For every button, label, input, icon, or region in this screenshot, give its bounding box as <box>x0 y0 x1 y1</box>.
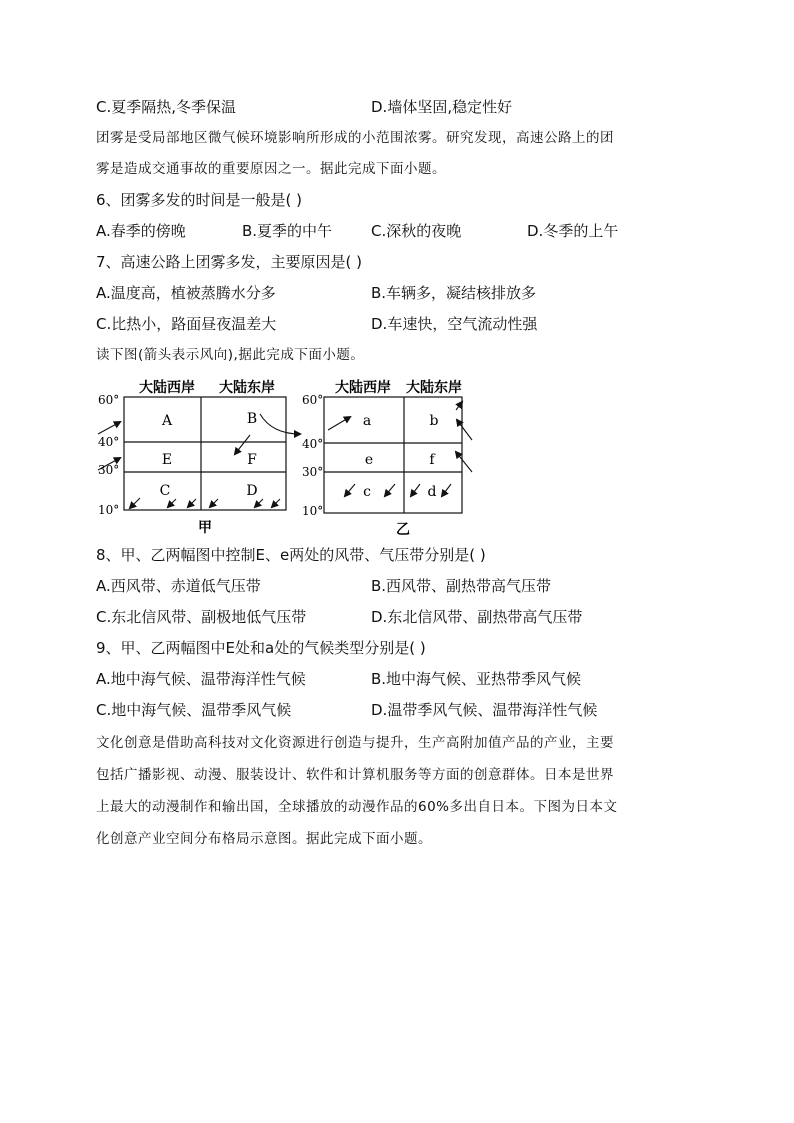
yi-caption: 乙 <box>396 522 410 538</box>
jia-current-arrow <box>260 414 300 434</box>
yi-cell-c: c <box>363 484 371 500</box>
jia-cell-f: F <box>247 452 257 468</box>
q8-option-d: D.东北信风带、副热带高气压带 <box>371 608 583 626</box>
culture-passage-line-1: 文化创意是借助高科技对文化资源进行创造与提升，生产高附加值产品的产业，主要 <box>96 735 614 751</box>
jia-wind-arrow <box>210 499 218 507</box>
yi-cell-f: f <box>429 452 435 468</box>
jia-cell-a: A <box>161 413 173 429</box>
jia-lat-30: 30° <box>98 463 120 477</box>
q9-option-b: B.地中海气候、亚热带季风气候 <box>371 670 582 688</box>
yi-wind-arrow <box>456 452 472 472</box>
yi-header-west: 大陆西岸 <box>335 380 391 396</box>
jia-cell-d: D <box>246 483 258 499</box>
q8-option-c: C.东北信风带、副极地低气压带 <box>96 608 307 626</box>
diagram-jia <box>98 379 300 536</box>
jia-wind-arrow <box>168 499 176 507</box>
fog-passage-line-2: 雾是造成交通事故的重要原因之一。据此完成下面小题。 <box>96 161 446 177</box>
q6-option-d: D.冬季的上午 <box>527 222 619 240</box>
yi-lat-40: 40° <box>302 437 324 451</box>
q8-stem: 8、甲、乙两幅图中控制E、e两处的风带、气压带分别是( ) <box>96 546 486 564</box>
q8-option-a: A.西风带、赤道低气压带 <box>96 577 261 595</box>
yi-lat-10: 10° <box>302 504 324 518</box>
q9-option-a: A.地中海气候、温带海洋性气候 <box>96 670 306 688</box>
q6-stem: 6、团雾多发的时间是一般是( ) <box>96 191 303 209</box>
q7-option-b: B.车辆多，凝结核排放多 <box>371 284 537 302</box>
jia-lat-60: 60° <box>98 393 120 407</box>
yi-wind-arrow <box>411 484 420 496</box>
jia-wind-arrow <box>98 422 120 434</box>
yi-cell-b: b <box>429 413 439 429</box>
culture-passage-line-4: 化创意产业空间分布格局示意图。据此完成下面小题。 <box>96 831 432 847</box>
yi-lat-30: 30° <box>302 465 324 479</box>
yi-wind-arrow <box>328 417 350 430</box>
jia-wind-arrow <box>255 499 263 507</box>
q6-option-a: A.春季的傍晚 <box>96 222 186 240</box>
culture-passage-line-2: 包括广播影视、动漫、服装设计、软件和计算机服务等方面的创意群体。日本是世界 <box>96 767 614 783</box>
yi-cell-d: d <box>427 484 437 500</box>
yi-cell-e: e <box>364 452 374 468</box>
jia-wind-arrow <box>272 499 280 507</box>
jia-caption: 甲 <box>198 520 212 536</box>
jia-cell-e: E <box>161 452 173 468</box>
diagram-yi <box>302 379 472 538</box>
yi-wind-arrow <box>385 484 395 496</box>
yi-lat-60: 60° <box>302 393 324 407</box>
yi-wind-arrow <box>345 484 355 496</box>
yi-cell-a: a <box>362 413 372 429</box>
yi-wind-arrow <box>456 402 462 410</box>
jia-wind-arrow <box>130 498 140 508</box>
jia-cell-c: C <box>159 483 171 499</box>
q9-option-d: D.温带季风气候、温带海洋性气候 <box>371 701 598 719</box>
yi-wind-arrow <box>442 484 451 496</box>
jia-header-west: 大陆西岸 <box>139 380 195 396</box>
q7-option-a: A.温度高，植被蒸腾水分多 <box>96 284 276 302</box>
q7-option-d: D.车速快，空气流动性强 <box>371 315 538 333</box>
q5-option-d: D.墙体坚固,稳定性好 <box>371 98 513 116</box>
q8-option-b: B.西风带、副热带高气压带 <box>371 577 552 595</box>
q9-option-c: C.地中海气候、温带季风气候 <box>96 701 292 719</box>
wind-belt-figure <box>90 372 490 540</box>
q7-stem: 7、高速公路上团雾多发，主要原因是( ) <box>96 253 363 271</box>
yi-header-east: 大陆东岸 <box>406 380 462 396</box>
jia-cell-b: B <box>246 411 258 427</box>
culture-passage-line-3: 上最大的动漫制作和输出国，全球播放的动漫作品的60%多出自日本。下图为日本文 <box>96 799 618 815</box>
jia-lat-40: 40° <box>98 435 120 449</box>
q9-stem: 9、甲、乙两幅图中E处和a处的气候类型分别是( ) <box>96 639 426 657</box>
q7-option-c: C.比热小，路面昼夜温差大 <box>96 315 277 333</box>
q5-option-c: C.夏季隔热,冬季保温 <box>96 98 237 116</box>
jia-wind-arrow <box>188 499 196 507</box>
yi-wind-arrow <box>457 420 472 440</box>
fog-passage-line-1: 团雾是受局部地区微气候环境影响所形成的小范围浓雾。研究发现，高速公路上的团 <box>96 130 614 146</box>
q6-option-c: C.深秋的夜晚 <box>371 222 462 240</box>
q6-option-b: B.夏季的中午 <box>242 222 333 240</box>
jia-header-east: 大陆东岸 <box>219 380 275 396</box>
figure-intro: 读下图(箭头表示风向),据此完成下面小题。 <box>96 347 365 363</box>
jia-lat-10: 10° <box>98 503 120 517</box>
